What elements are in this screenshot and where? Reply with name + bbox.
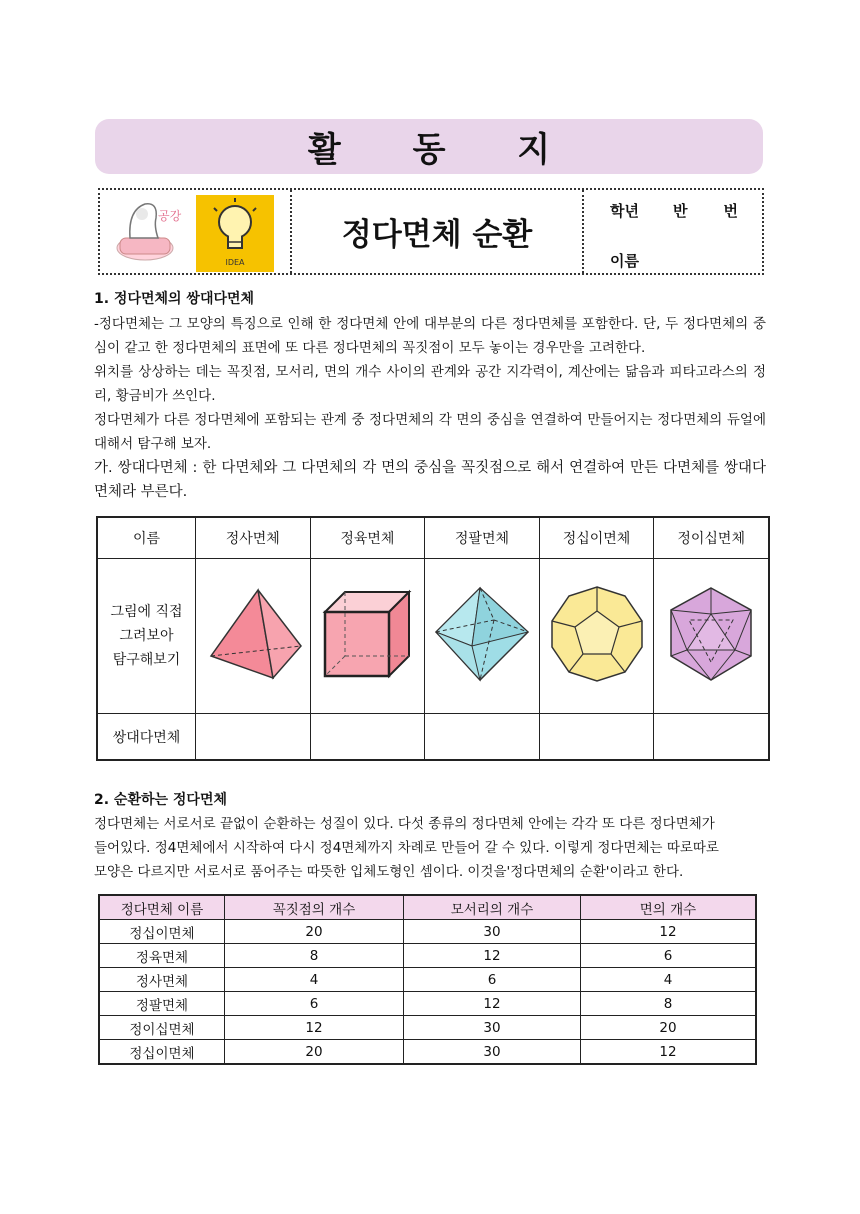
- draw-label-line: 그림에 직접: [110, 604, 183, 620]
- dual-label: 쌍대다면체: [97, 714, 196, 761]
- page-title: 활 동 지: [307, 130, 581, 170]
- col-header: 면의 개수: [581, 895, 757, 920]
- logo-bulb-text: IDEA: [225, 258, 245, 267]
- class-label: 반: [672, 202, 688, 220]
- tetrahedron-image: [203, 584, 303, 684]
- cell: 8: [581, 992, 757, 1016]
- name-label: 이름: [610, 252, 639, 270]
- logo-area: [100, 190, 292, 273]
- cell: 정이십면체: [99, 1016, 225, 1040]
- octahedron-image: [432, 584, 532, 684]
- dual-answer-cell[interactable]: [539, 714, 654, 761]
- cell: 정사면체: [99, 968, 225, 992]
- icosahedron-image: [661, 584, 761, 684]
- cell: 12: [404, 944, 581, 968]
- cell: 20: [225, 1040, 404, 1065]
- dual-answer-cell[interactable]: [310, 714, 425, 761]
- worksheet-topic: 정다면체 순환: [292, 190, 584, 273]
- table1-col-header: 정십이면체: [539, 517, 654, 559]
- section2-body: [94, 812, 766, 884]
- cell: 30: [404, 1040, 581, 1065]
- cube-drawing-cell[interactable]: [310, 559, 425, 714]
- table-row: [99, 968, 756, 992]
- dual-polyhedra-table: [96, 516, 770, 761]
- cell: 6: [225, 992, 404, 1016]
- cell: 4: [225, 968, 404, 992]
- cell: 20: [581, 1016, 757, 1040]
- grade-label: 학년: [610, 202, 639, 220]
- section2-line: 모양은 다르지만 서로서로 품어주는 따뜻한 입체도형인 셈이다. 이것을'정다면체의 순환'이라고 한다.: [94, 864, 684, 880]
- table1-col-header: 정육면체: [310, 517, 425, 559]
- cell: 12: [225, 1016, 404, 1040]
- table-row: [99, 920, 756, 944]
- col-header: 정다면체 이름: [99, 895, 225, 920]
- section1-paragraph: 정다면체가 다른 정다면체에 포함되는 관계 중 정다면체의 각 면의 중심을 연결하여 만들어지는 정다면체의 듀얼에 대해서 탐구해 보자.: [94, 412, 766, 452]
- cell: 30: [404, 920, 581, 944]
- cell: 6: [581, 944, 757, 968]
- cell: 12: [581, 1040, 757, 1065]
- section1-paragraph: -정다면체는 그 모양의 특징으로 인해 한 정다면체 안에 대부분의 다른 정다면체를 포함한다. 단, 두 정다면체의 중심이 같고 한 정다면체의 표면에 또 다른 정다면체의 꼭짓점이 모두 놓이는 경우만을 고려한다.: [94, 316, 766, 356]
- section2-line: 정다면체는 서로서로 끝없이 순환하는 성질이 있다. 다섯 종류의 정다면체 안에는 각각 또 다른 정다면체가: [94, 816, 715, 832]
- icosahedron-drawing-cell[interactable]: [654, 559, 769, 714]
- cell: 정십이면체: [99, 920, 225, 944]
- dual-answer-cell[interactable]: [425, 714, 540, 761]
- dual-answer-cell[interactable]: [654, 714, 769, 761]
- table1-col-header: 정이십면체: [654, 517, 769, 559]
- draw-label: [97, 559, 196, 714]
- cell: 12: [581, 920, 757, 944]
- table-row: [99, 1016, 756, 1040]
- table-header-row: [99, 895, 756, 920]
- table-row: [99, 992, 756, 1016]
- cell: 30: [404, 1016, 581, 1040]
- draw-label-line: 탐구해보기: [112, 652, 181, 668]
- worksheet-header: [98, 188, 764, 275]
- table1-col-header: 정사면체: [196, 517, 311, 559]
- student-info: [584, 190, 762, 273]
- section1-body: [94, 312, 766, 504]
- cell: 정십이면체: [99, 1040, 225, 1065]
- logo-char-text: 공강: [158, 209, 182, 223]
- tetrahedron-drawing-cell[interactable]: [196, 559, 311, 714]
- col-header: 모서리의 개수: [404, 895, 581, 920]
- cell: 12: [404, 992, 581, 1016]
- cell: 정팔면체: [99, 992, 225, 1016]
- section1-paragraph: 가. 쌍대다면체 : 한 다면체와 그 다면체의 각 면의 중심을 꼭짓점으로 해서 연결하여 만든 다면체를 쌍대다면체라 부른다.: [94, 460, 766, 500]
- table-row: [99, 1040, 756, 1065]
- section1-title: 1. 정다면체의 쌍대다면체: [94, 291, 255, 307]
- dodecahedron-image: [547, 584, 647, 684]
- cell: 8: [225, 944, 404, 968]
- dodecahedron-drawing-cell[interactable]: [539, 559, 654, 714]
- table-row: [99, 944, 756, 968]
- table1-col-header: 정팔면체: [425, 517, 540, 559]
- octahedron-drawing-cell[interactable]: [425, 559, 540, 714]
- number-label: 번: [723, 202, 738, 220]
- cell: 6: [404, 968, 581, 992]
- section2-title: 2. 순환하는 정다면체: [94, 792, 227, 808]
- polyhedra-count-table: [98, 894, 757, 1065]
- cell: 정육면체: [99, 944, 225, 968]
- cell: 4: [581, 968, 757, 992]
- character-logo: [100, 190, 286, 273]
- dual-answer-cell[interactable]: [196, 714, 311, 761]
- page-title-banner: [95, 119, 763, 174]
- section1-paragraph: 위치를 상상하는 데는 꼭짓점, 모서리, 면의 개수 사이의 관계와 공간 지각력이, 계산에는 닮음과 피타고라스의 정리, 황금비가 쓰인다.: [94, 364, 766, 404]
- table1-header-label: 이름: [97, 517, 196, 559]
- draw-label-line: 그려보아: [119, 628, 174, 644]
- section2-line: 들어있다. 정4면체에서 시작하여 다시 정4면체까지 차례로 만들어 갈 수 있다. 이렇게 정다면체는 따로따로: [94, 840, 719, 856]
- cube-image: [317, 584, 417, 684]
- cell: 20: [225, 920, 404, 944]
- col-header: 꼭짓점의 개수: [225, 895, 404, 920]
